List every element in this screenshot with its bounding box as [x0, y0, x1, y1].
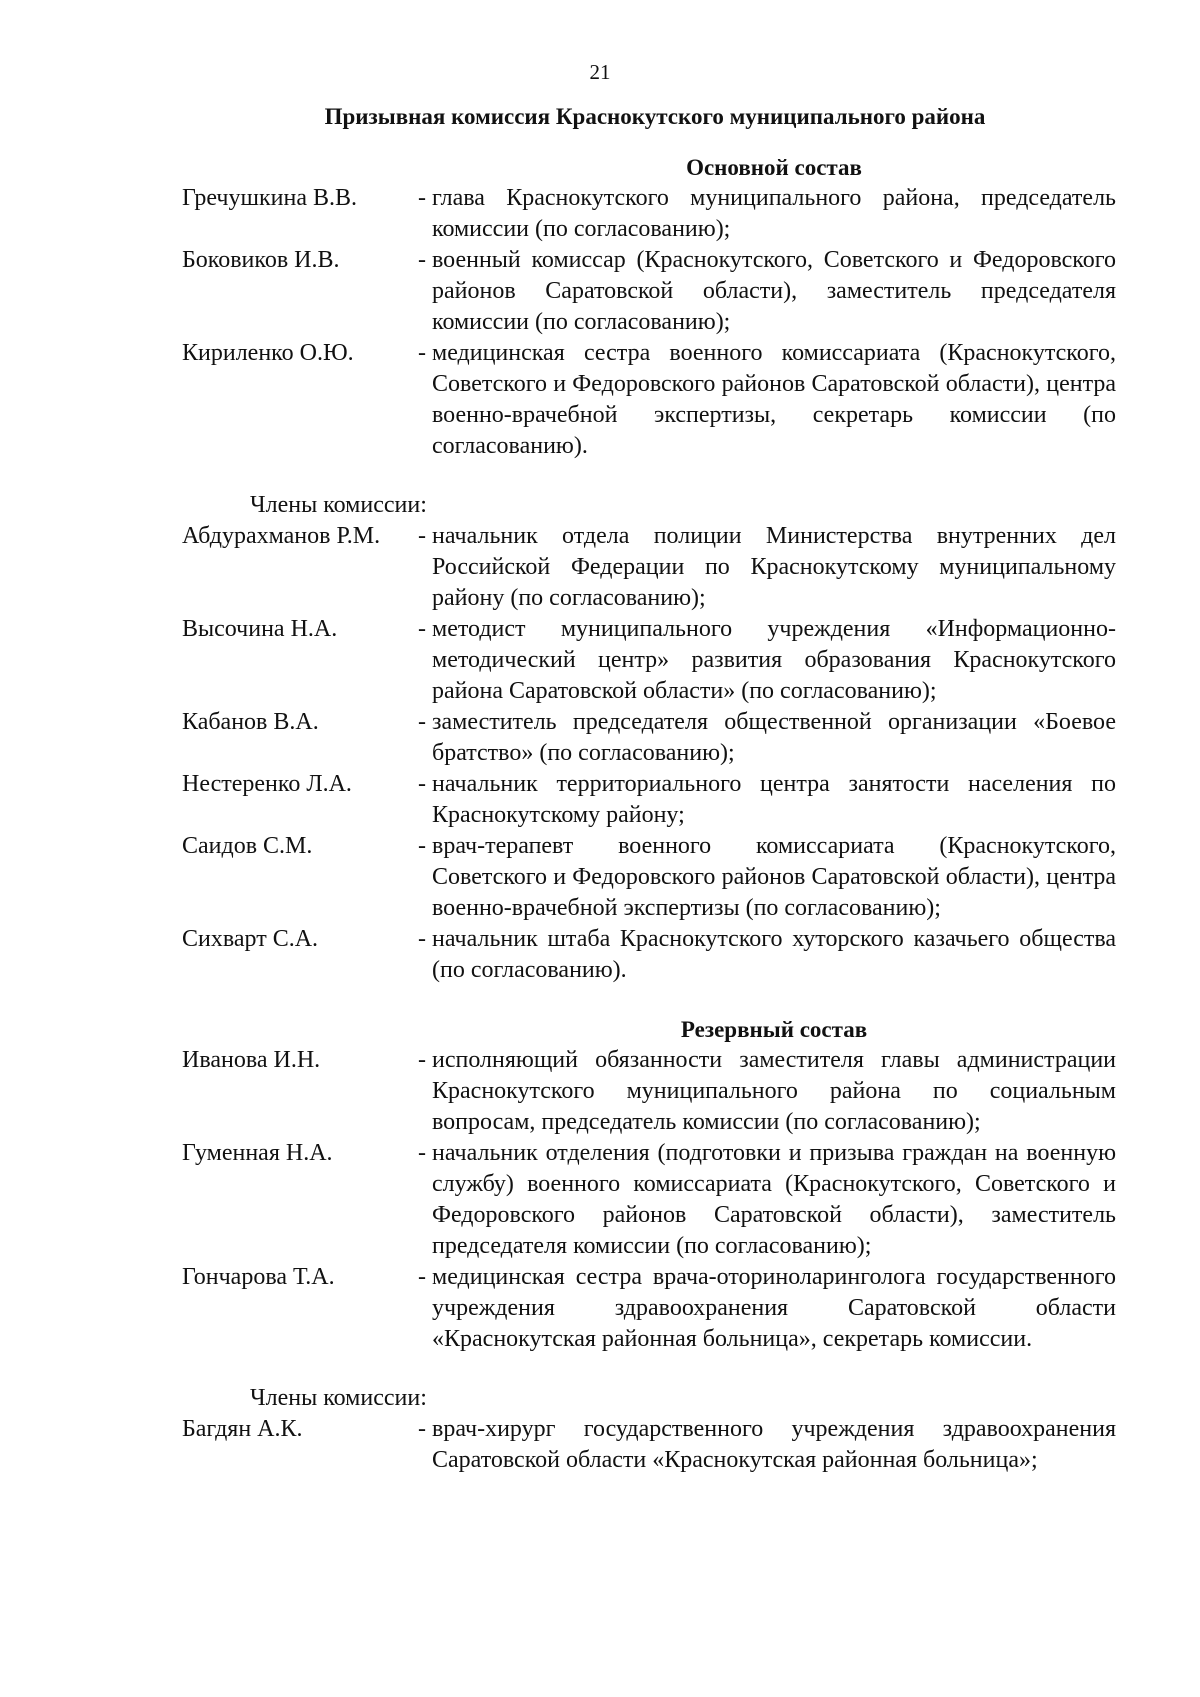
dash: -	[418, 1264, 426, 1290]
member-description: начальник отдела полиции Министерства внутренних дел Российской Федерации по Краснокутскому муниципальному району (по согласованию);	[432, 523, 1116, 611]
member-entry	[182, 521, 1116, 614]
member-entry	[182, 1045, 1116, 1138]
dash: -	[418, 523, 426, 549]
member-name: Боковиков И.В.	[182, 247, 340, 273]
document-body	[182, 152, 1116, 1476]
member-name: Кабанов В.А.	[182, 709, 319, 735]
dash: -	[418, 247, 426, 273]
member-name: Гуменная Н.А.	[182, 1140, 333, 1166]
member-name: Абдурахманов Р.М.	[182, 523, 381, 549]
members-label: Члены комиссии:	[250, 1385, 427, 1411]
member-name: Высочина Н.А.	[182, 616, 338, 642]
dash: -	[418, 1416, 426, 1442]
member-entry	[182, 707, 1116, 769]
member-description: исполняющий обязанности заместителя главы администрации Краснокутского муниципального района по социальным вопросам, председатель комиссии (по согласованию);	[432, 1047, 1116, 1135]
member-name: Кириленко О.Ю.	[182, 340, 354, 366]
dash: -	[418, 340, 426, 366]
member-name: Нестеренко Л.А.	[182, 771, 352, 797]
member-name: Багдян А.К.	[182, 1416, 303, 1442]
member-entry	[182, 614, 1116, 707]
dash: -	[418, 1047, 426, 1073]
member-name: Саидов С.М.	[182, 833, 313, 859]
page-number: 21	[589, 60, 611, 84]
dash: -	[418, 185, 426, 211]
member-entry	[182, 1414, 1116, 1476]
member-entry	[182, 1262, 1116, 1355]
member-entry	[182, 769, 1116, 831]
member-description: начальник территориального центра занятости населения по Краснокутскому району;	[432, 771, 1116, 828]
member-entry	[182, 183, 1116, 245]
member-entry	[182, 245, 1116, 338]
main-composition-heading: Основной состав	[686, 155, 862, 180]
member-name: Гречушкина В.В.	[182, 185, 357, 211]
dash: -	[418, 1140, 426, 1166]
member-entry	[182, 831, 1116, 924]
member-description: начальник отделения (подготовки и призыва граждан на военную службу) военного комиссариата (Краснокутского, Советского и Федоровского районов Саратовской области), заместитель председателя комиссии (по согласованию);	[432, 1140, 1116, 1259]
member-name: Гончарова Т.А.	[182, 1264, 335, 1290]
member-name: Иванова И.Н.	[182, 1047, 321, 1073]
member-description: медицинская сестра военного комиссариата (Краснокутского, Советского и Федоровского районов Саратовской области), центра военно-врачебной экспертизы, секретарь комиссии (по согласованию).	[432, 340, 1116, 459]
document-title: Призывная комиссия Краснокутского муниципального района	[324, 104, 986, 129]
dash: -	[418, 833, 426, 859]
dash: -	[418, 771, 426, 797]
member-description: заместитель председателя общественной организации «Боевое братство» (по согласованию);	[432, 709, 1116, 766]
member-name: Сихварт С.А.	[182, 926, 319, 952]
member-description: врач-терапевт военного комиссариата (Краснокутского, Советского и Федоровского районов Саратовской области), центра военно-врачебной экспертизы (по согласованию);	[432, 833, 1116, 921]
member-description: методист муниципального учреждения «Информационно-методический центр» развития образования Краснокутского района Саратовской области» (по согласованию);	[432, 616, 1116, 704]
dash: -	[418, 926, 426, 952]
member-description: врач-хирург государственного учреждения здравоохранения Саратовской области «Краснокутская районная больница»;	[432, 1416, 1116, 1473]
member-entry	[182, 924, 1116, 986]
dash: -	[418, 709, 426, 735]
member-description: глава Краснокутского муниципального района, председатель комиссии (по согласованию);	[432, 185, 1116, 242]
dash: -	[418, 616, 426, 642]
member-entry	[182, 1138, 1116, 1262]
member-description: медицинская сестра врача-оториноларинголога государственного учреждения здравоохранения Саратовской области «Краснокутская районная больница», секретарь комиссии.	[432, 1264, 1116, 1352]
members-label: Члены комиссии:	[250, 492, 427, 518]
reserve-composition-heading: Резервный состав	[680, 1017, 868, 1042]
member-entry	[182, 338, 1116, 462]
member-description: начальник штаба Краснокутского хуторского казачьего общества (по согласованию).	[432, 926, 1116, 983]
member-description: военный комиссар (Краснокутского, Советского и Федоровского районов Саратовской области), заместитель председателя комиссии (по согласованию);	[432, 247, 1116, 335]
